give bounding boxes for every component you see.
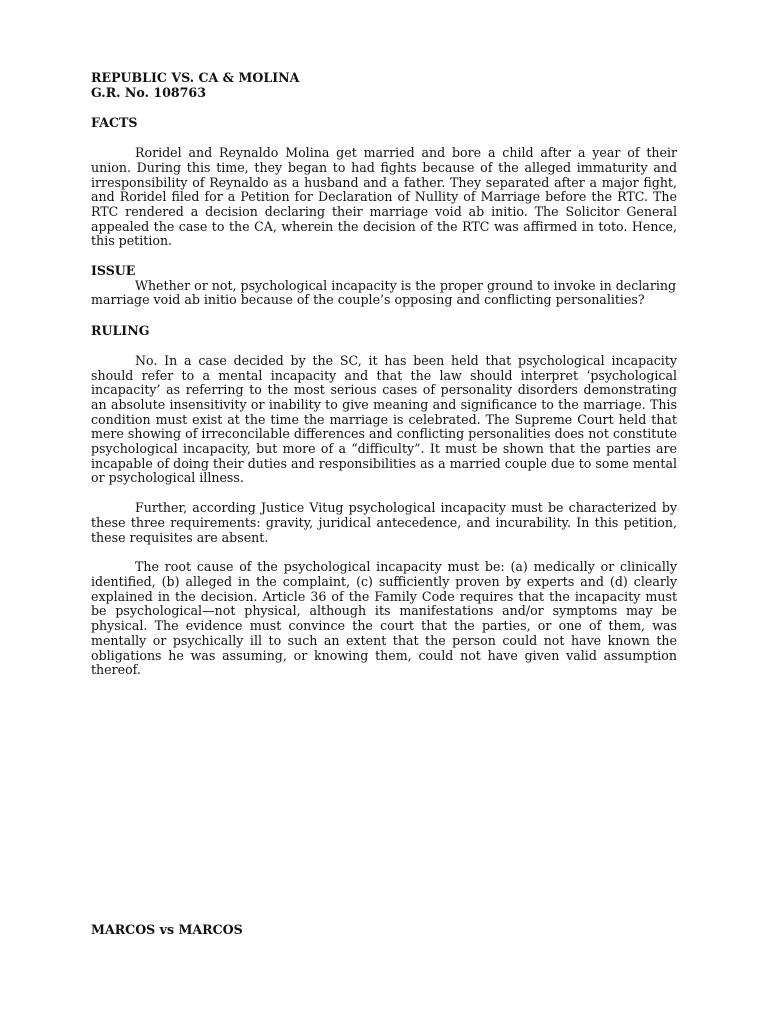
next-case-title: MARCOS vs MARCOS	[91, 922, 243, 937]
document-page	[91, 71, 677, 678]
facts-heading: FACTS	[91, 115, 138, 131]
issue-heading: ISSUE	[91, 263, 136, 279]
ruling-paragraph-2: Further, according Justice Vitug psychological incapacity must be characterized by these three requirements: gravity, juridical antecedence, and incurability. In this petition, these requisites are absent.	[91, 500, 677, 545]
case-number: G.R. No. 108763	[91, 84, 206, 100]
case-title: REPUBLIC VS. CA & MOLINA	[91, 70, 300, 85]
ruling-paragraph-1: No. In a case decided by the SC, it has been held that psychological incapacity should refer to a mental incapacity and that the law should interpret ‘psychological incapacity’ as referring to the most serious cases of personality disorders demonstrating an absolute insensitivity or inability to give meaning and significance to the marriage. This condition must exist at the time the marriage is celebrated. The Supreme Court held that mere showing of irreconcilable differences and conflicting personalities does not constitute psychological incapacity, but more of a “difficulty”. It must be shown that the parties are incapable of doing their duties and responsibilities as a married couple due to some mental or psychological illness.	[91, 352, 677, 486]
facts-text: Roridel and Reynaldo Molina get married and bore a child after a year of their union. During this time, they began to had fights because of the alleged immaturity and irresponsibility of Reynaldo as a husband and a father. They separated after a major fight, and Roridel filed for a Petition for Declaration of Nullity of Marriage before the RTC. The RTC rendered a decision declaring their marriage void ab initio. The Solicitor General appealed the case to the CA, wherein the decision of the RTC was affirmed in toto. Hence, this petition.	[91, 145, 677, 249]
issue-text: Whether or not, psychological incapacity is the proper ground to invoke in declaring marriage void ab initio because of the couple’s opposing and conflicting personalities?	[91, 277, 677, 308]
ruling-paragraph-3: The root cause of the psychological incapacity must be: (a) medically or clinically identified, (b) alleged in the complaint, (c) sufficiently proven by experts and (d) clearly explained in the decision. Article 36 of the Family Code requires that the incapacity must be psychological—not physical, although its manifestations and/or symptoms may be physical. The evidence must convince the court that the parties, or one of them, was mentally or psychically ill to such an extent that the person could not have known the obligations he was assuming, or knowing them, could not have given valid assumption thereof.	[91, 559, 677, 678]
ruling-heading: RULING	[91, 323, 150, 339]
